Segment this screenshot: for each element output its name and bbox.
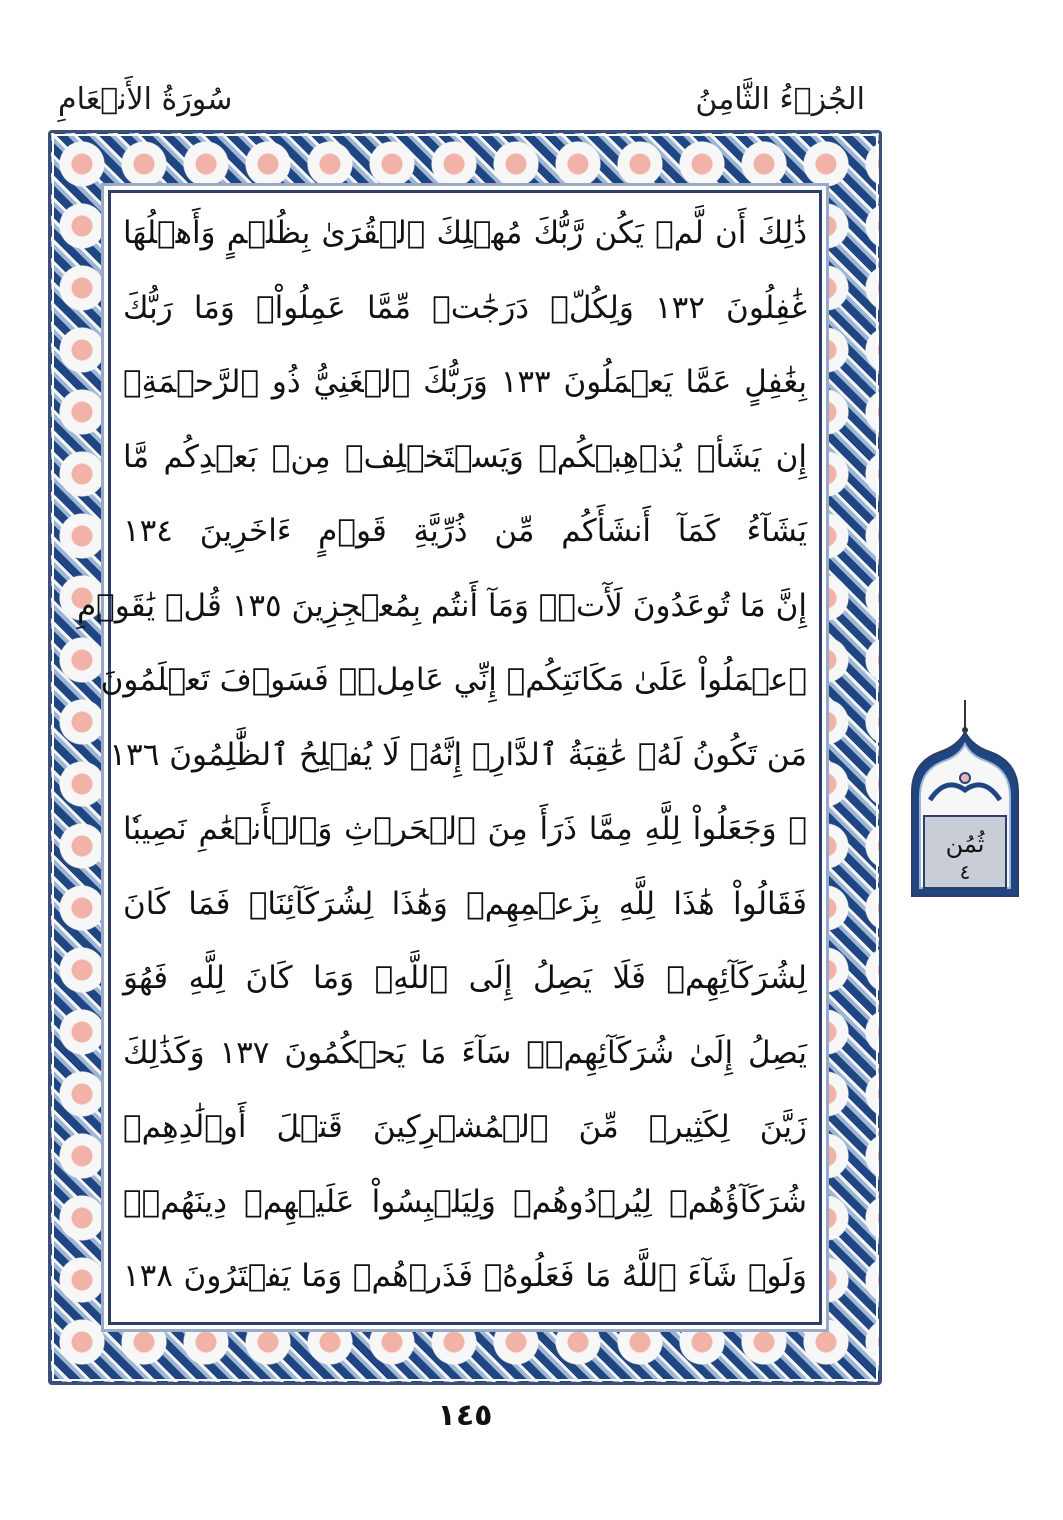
verse-line: شُرَكَآؤُهُمۡ لِيُرۡدُوهُمۡ وَلِيَلۡبِسُواْ عَلَيۡهِمۡ دِينَهُمۡۖ: [123, 1183, 807, 1220]
verse-line: وَلَوۡ شَآءَ ٱللَّهُ مَا فَعَلُوهُۖ فَذَرۡهُمۡ وَمَا يَفۡتَرُونَ ١٣٨: [123, 1258, 807, 1294]
verse-line: إِن يَشَأۡ يُذۡهِبۡكُمۡ وَيَسۡتَخۡلِفۡ مِنۢ بَعۡدِكُم مَّا: [123, 438, 807, 475]
marker-number: ٤: [959, 860, 971, 884]
juz-name: الجُزۡءُ الثَّامِنُ: [695, 82, 865, 117]
marker-word: ثُمُن: [945, 830, 985, 858]
page-number: ١٤٥: [437, 1398, 493, 1433]
verse-line: يَشَآءُ كَمَآ أَنشَأَكُم مِّن ذُرِّيَّةِ قَوۡمٍ ءَاخَرِينَ ١٣٤: [123, 513, 807, 549]
verse-line: لِشُرَكَآئِهِمۡ فَلَا يَصِلُ إِلَى ٱللَّهِۖ وَمَا كَانَ لِلَّهِ فَهُوَ: [123, 960, 807, 996]
verse-line: ۞ وَجَعَلُواْ لِلَّهِ مِمَّا ذَرَأَ مِنَ ٱلۡحَرۡثِ وَٱلۡأَنۡعَٰمِ نَصِيبٗا: [123, 811, 807, 847]
verse-line: زَيَّنَ لِكَثِيرٖ مِّنَ ٱلۡمُشۡرِكِينَ قَتۡلَ أَوۡلَٰدِهِمۡ: [123, 1109, 807, 1145]
verse-line: غَٰفِلُونَ ١٣٢ وَلِكُلّٖ دَرَجَٰتٞ مِّمَّا عَمِلُواْۚ وَمَا رَبُّكَ: [123, 289, 807, 326]
verse-line: مَن تَكُونُ لَهُۥ عَٰقِبَةُ ٱلدَّارِۚ إِنَّهُۥ لَا يُفۡلِحُ ٱلظَّٰلِمُونَ ١٣٦: [109, 736, 807, 773]
verse-line: ذَٰلِكَ أَن لَّمۡ يَكُن رَّبُّكَ مُهۡلِكَ ٱلۡقُرَىٰ بِظُلۡمٍ وَأَهۡلُهَا: [123, 215, 807, 251]
verse-line: ٱعۡمَلُواْ عَلَىٰ مَكَانَتِكُمۡ إِنِّي عَامِلٞۖ فَسَوۡفَ تَعۡلَمُونَ: [100, 662, 807, 698]
verse-line: إِنَّ مَا تُوعَدُونَ لَأٓتٖۖ وَمَآ أَنتُم بِمُعۡجِزِينَ ١٣٥ قُلۡ يَٰقَوۡمِ: [76, 587, 807, 624]
verse-line: فَقَالُواْ هَٰذَا لِلَّهِ بِزَعۡمِهِمۡ وَهَٰذَا لِشُرَكَآئِنَاۖ فَمَا كَانَ: [123, 885, 807, 922]
verse-line: يَصِلُ إِلَىٰ شُرَكَآئِهِمۡۗ سَآءَ مَا يَحۡكُمُونَ ١٣٧ وَكَذَٰلِكَ: [123, 1034, 807, 1071]
verse-line: بِغَٰفِلٍ عَمَّا يَعۡمَلُونَ ١٣٣ وَرَبُّكَ ٱلۡغَنِيُّ ذُو ٱلرَّحۡمَةِۚ: [123, 364, 807, 400]
hizb-quarter-marker: [906, 700, 1024, 900]
surah-name: سُورَةُ الأَنۡعَامِ: [58, 82, 233, 117]
verses-panel: [76, 190, 822, 1325]
verses-lines: [76, 203, 807, 1312]
